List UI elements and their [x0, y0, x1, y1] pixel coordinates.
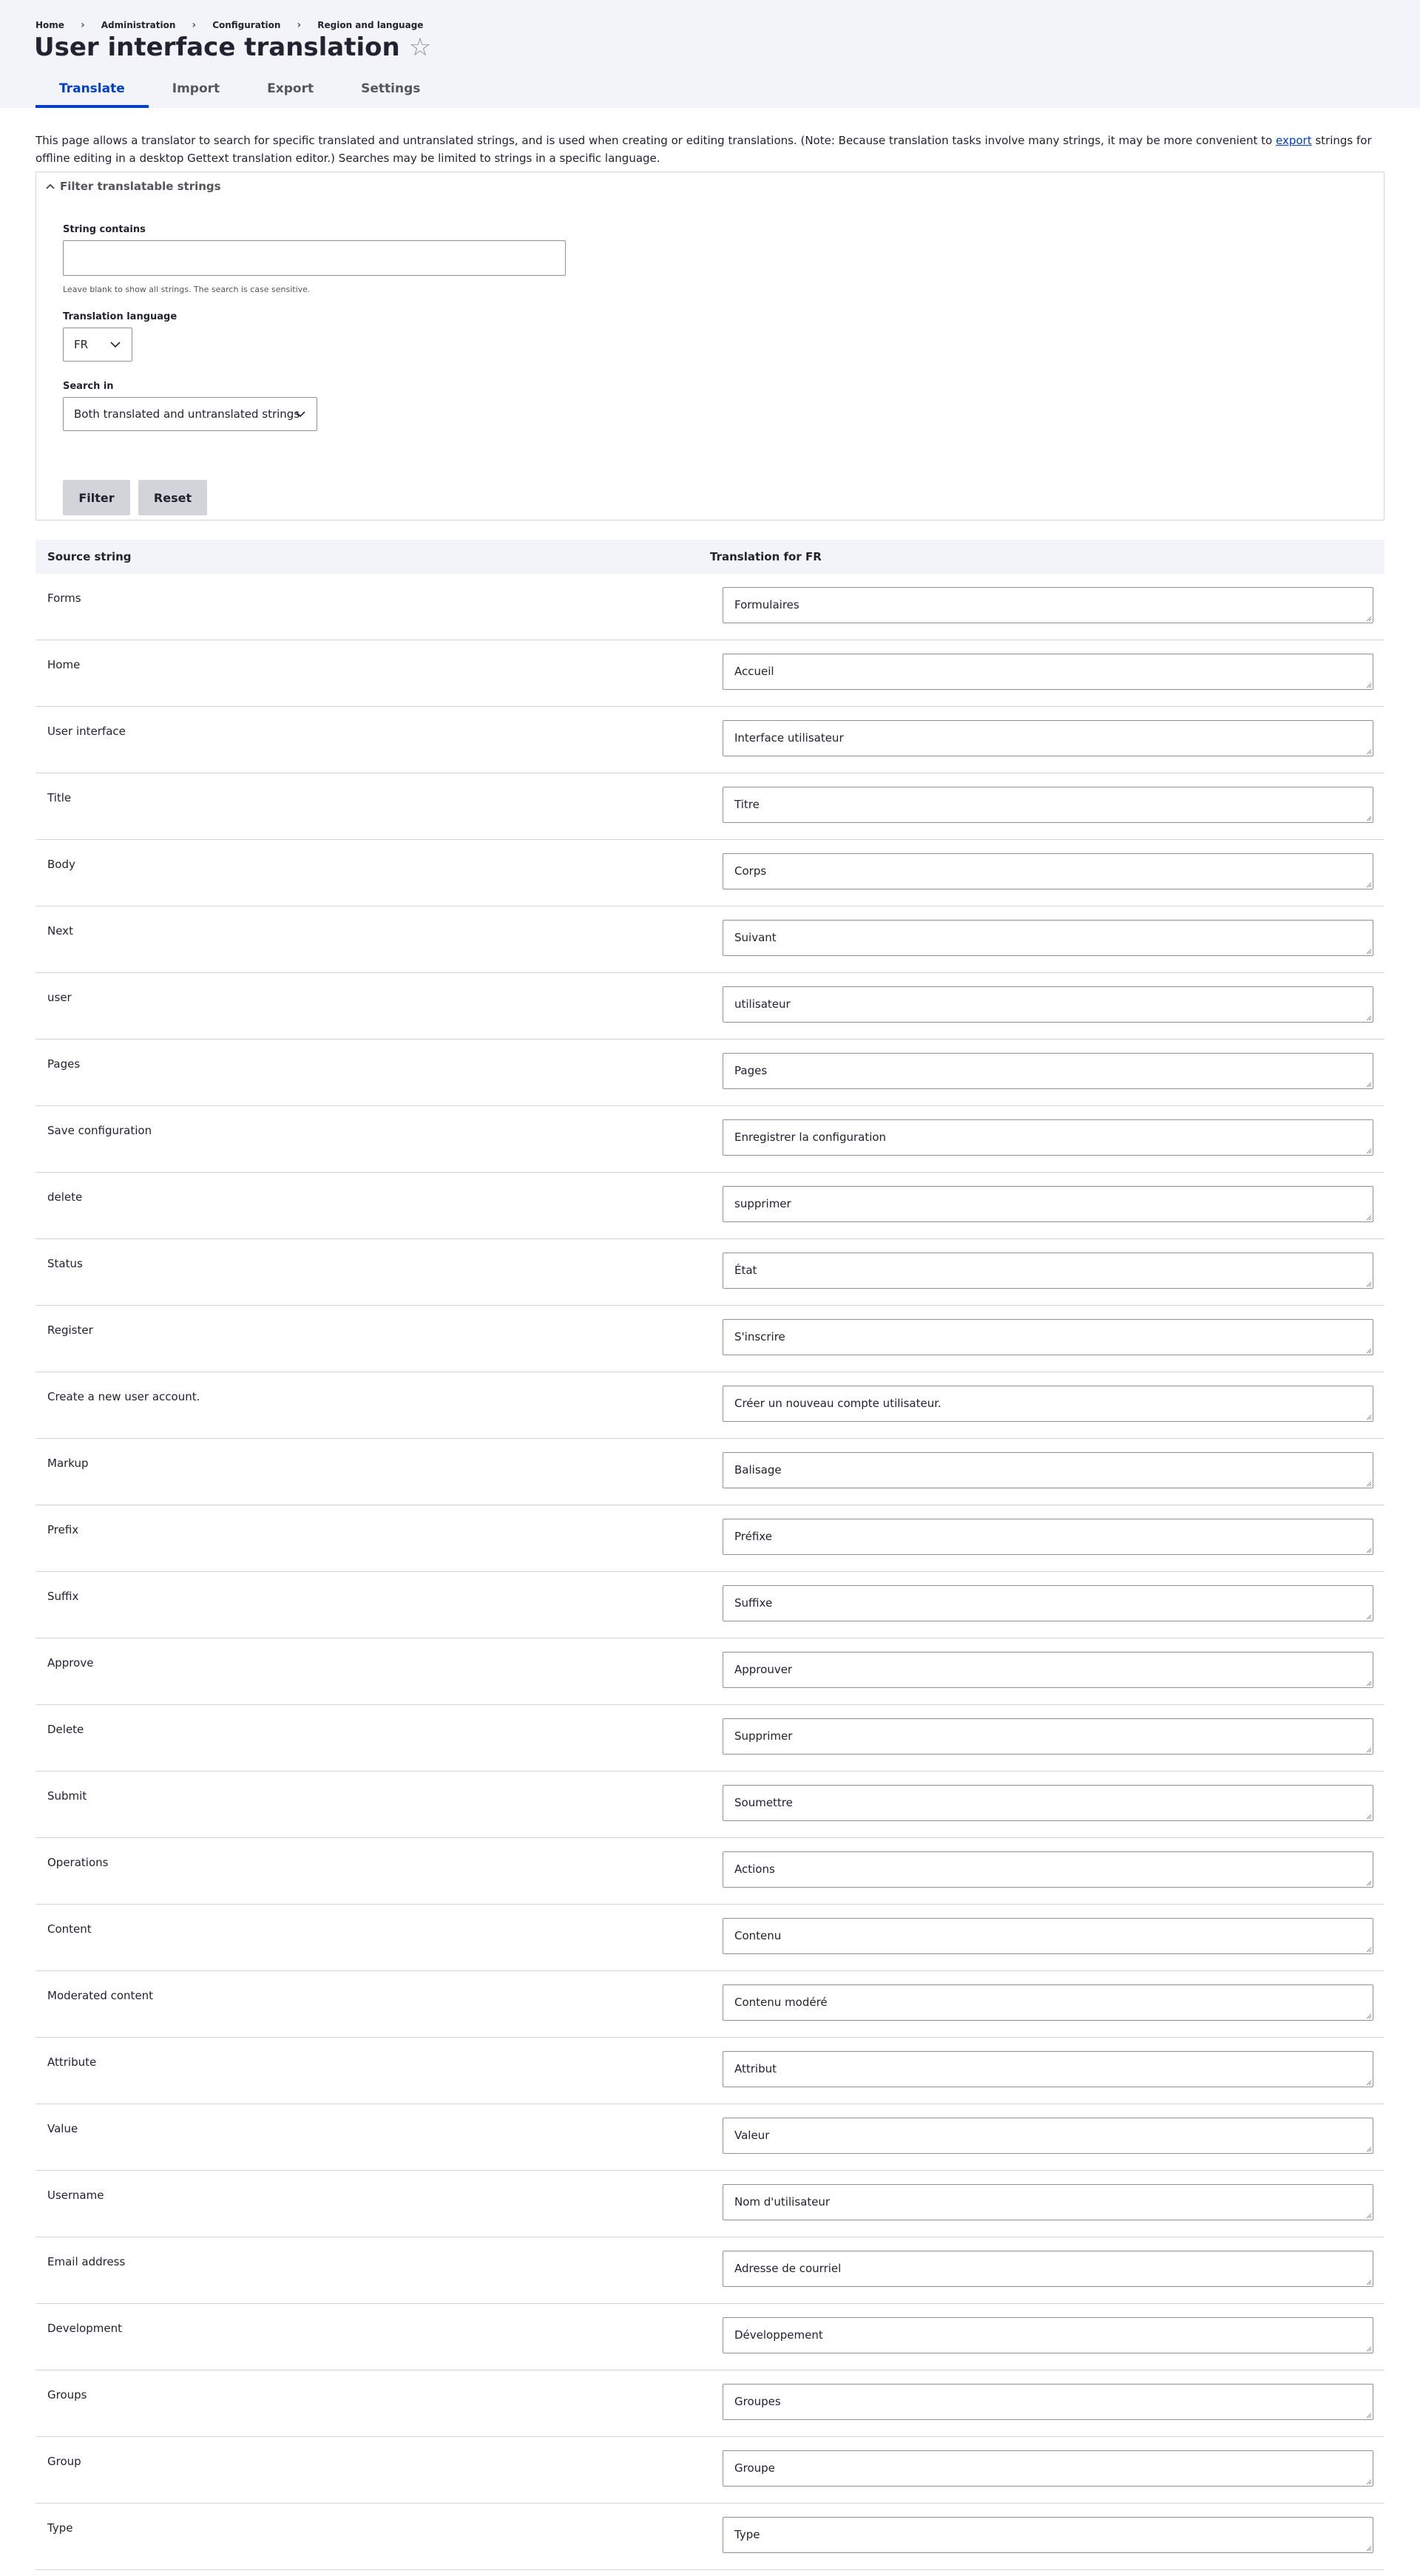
table-row [36, 707, 1384, 773]
translation-value: Groupe [734, 2461, 775, 2475]
source-string: Email address [47, 2255, 126, 2268]
filter-summary-label: Filter translatable strings [60, 180, 221, 193]
translation-value: Balisage [734, 1463, 782, 1477]
translation-value: Attribut [734, 2062, 777, 2075]
translation-value: Type [734, 2528, 760, 2541]
source-string: Suffix [47, 1590, 79, 1603]
translation-table [36, 540, 1384, 2570]
translation-textarea[interactable] [723, 2317, 1373, 2353]
table-row [36, 1705, 1384, 1772]
table-row [36, 1173, 1384, 1239]
table-row [36, 1505, 1384, 1572]
string-contains-input[interactable] [63, 240, 566, 276]
resize-handle-icon[interactable] [1365, 681, 1372, 688]
translation-textarea[interactable] [723, 787, 1373, 823]
resize-handle-icon[interactable] [1365, 1413, 1372, 1420]
translation-textarea[interactable] [723, 2384, 1373, 2420]
source-string: Next [47, 924, 73, 938]
translation-textarea[interactable] [723, 1319, 1373, 1355]
source-string: Attribute [47, 2055, 97, 2069]
translation-value: supprimer [734, 1197, 791, 1210]
breadcrumb-separator: › [80, 19, 85, 31]
table-row [36, 1772, 1384, 1838]
table-row [36, 1372, 1384, 1439]
resize-handle-icon[interactable] [1365, 1746, 1372, 1753]
resize-handle-icon[interactable] [1365, 2544, 1372, 2552]
source-string: Groups [47, 2388, 87, 2402]
translation-value: Soumettre [734, 1796, 793, 1809]
translation-textarea[interactable] [723, 853, 1373, 889]
source-string: delete [47, 1190, 83, 1204]
translation-value: Interface utilisateur [734, 731, 844, 745]
resize-handle-icon[interactable] [1365, 1147, 1372, 1154]
string-contains-label: String contains [63, 224, 146, 235]
translation-language-select[interactable] [63, 328, 132, 362]
tab-export[interactable]: Export [267, 81, 314, 96]
search-in-value: Both translated and untranslated strings [74, 407, 300, 421]
translation-value: Corps [734, 864, 767, 878]
source-string: user [47, 991, 72, 1004]
resize-handle-icon[interactable] [1365, 1346, 1372, 1354]
resize-handle-icon[interactable] [1365, 1014, 1372, 1021]
source-string: Pages [47, 1057, 81, 1071]
intro-text-after: strings for offline editing in a desktop Gettext translation editor.) Searches may be limited to strings in a specific language. [36, 134, 1372, 165]
translation-textarea[interactable] [723, 1718, 1373, 1755]
primary-tabs [36, 81, 444, 108]
resize-handle-icon[interactable] [1365, 1546, 1372, 1553]
breadcrumb-configuration[interactable]: Configuration [212, 20, 281, 30]
table-row [36, 2237, 1384, 2304]
resize-handle-icon[interactable] [1365, 2345, 1372, 2352]
source-string: Username [47, 2189, 104, 2202]
translation-value: Accueil [734, 665, 774, 678]
source-string: Delete [47, 1723, 84, 1736]
resize-handle-icon[interactable] [1365, 947, 1372, 955]
resize-handle-icon[interactable] [1365, 2211, 1372, 2219]
tab-import[interactable]: Import [172, 81, 220, 96]
table-row [36, 906, 1384, 973]
source-string: Value [47, 2122, 78, 2135]
translation-value: utilisateur [734, 997, 791, 1011]
resize-handle-icon[interactable] [1365, 2411, 1372, 2419]
translation-textarea[interactable] [723, 1386, 1373, 1422]
translation-value: Enregistrer la configuration [734, 1131, 887, 1144]
translation-textarea[interactable] [723, 1785, 1373, 1821]
translation-value: Pages [734, 1064, 768, 1077]
column-header-source: Source string [47, 550, 132, 563]
table-row [36, 1306, 1384, 1372]
table-row [36, 1905, 1384, 1971]
tab-translate[interactable]: Translate [36, 81, 149, 108]
translation-textarea[interactable] [723, 1851, 1373, 1888]
page-header [0, 0, 1420, 108]
translation-value: Suivant [734, 931, 777, 944]
translation-textarea[interactable] [723, 1519, 1373, 1555]
chevron-down-icon [109, 339, 121, 350]
breadcrumb-home[interactable]: Home [36, 20, 64, 30]
source-string: Submit [47, 1789, 87, 1803]
translation-textarea[interactable] [723, 2051, 1373, 2087]
resize-handle-icon[interactable] [1365, 881, 1372, 888]
source-string: Body [47, 858, 75, 871]
translation-textarea[interactable] [723, 2517, 1373, 2553]
table-row [36, 2171, 1384, 2237]
table-row [36, 1239, 1384, 1306]
table-row [36, 1971, 1384, 2038]
source-string: Home [47, 658, 81, 671]
resize-handle-icon[interactable] [1365, 2078, 1372, 2086]
table-row [36, 2437, 1384, 2504]
breadcrumb-region-and-language[interactable]: Region and language [317, 20, 424, 30]
source-string: Type [47, 2521, 73, 2535]
resize-handle-icon[interactable] [1365, 1479, 1372, 1487]
filter-button[interactable]: Filter [63, 480, 130, 515]
search-in-select[interactable] [63, 397, 317, 431]
source-string: Status [47, 1257, 83, 1270]
table-row [36, 1838, 1384, 1905]
translation-textarea[interactable] [723, 2118, 1373, 2154]
table-row [36, 973, 1384, 1040]
page-title [34, 33, 431, 62]
source-string: Development [47, 2322, 122, 2335]
reset-button[interactable]: Reset [138, 480, 207, 515]
column-header-translation: Translation for FR [710, 550, 822, 563]
translation-textarea[interactable] [723, 1652, 1373, 1688]
translation-value: Contenu modéré [734, 1996, 828, 2009]
source-string: Moderated content [47, 1989, 154, 2002]
table-row [36, 640, 1384, 707]
page-title-text: User interface translation [34, 33, 400, 62]
table-row [36, 1638, 1384, 1705]
translation-value: S'inscrire [734, 1330, 785, 1343]
translation-textarea[interactable] [723, 1984, 1373, 2021]
translation-language-label: Translation language [63, 311, 178, 322]
translation-value: Développement [734, 2328, 823, 2342]
translation-value: Approuver [734, 1663, 793, 1676]
table-row [36, 773, 1384, 840]
table-row [36, 2038, 1384, 2104]
translation-textarea[interactable] [723, 720, 1373, 756]
translation-textarea[interactable] [723, 654, 1373, 690]
table-header [36, 540, 1384, 574]
translation-textarea[interactable] [723, 2450, 1373, 2487]
source-string: Register [47, 1323, 93, 1337]
intro-text [36, 132, 1382, 167]
table-row [36, 2304, 1384, 2370]
source-string: Markup [47, 1457, 89, 1470]
filter-fieldset [36, 172, 1384, 521]
table-body [36, 574, 1384, 2570]
translation-value: Groupes [734, 2395, 781, 2408]
translation-textarea[interactable] [723, 1253, 1373, 1289]
resize-handle-icon[interactable] [1365, 1945, 1372, 1953]
resize-handle-icon[interactable] [1365, 814, 1372, 821]
string-contains-description: Leave blank to show all strings. The search is case sensitive. [63, 285, 311, 294]
resize-handle-icon[interactable] [1365, 2145, 1372, 2152]
table-row [36, 2504, 1384, 2570]
translation-value: Supprimer [734, 1729, 793, 1743]
table-row [36, 1572, 1384, 1638]
search-in-label: Search in [63, 381, 114, 392]
resize-handle-icon[interactable] [1365, 1679, 1372, 1687]
breadcrumb-separator: › [192, 19, 197, 31]
export-link[interactable]: export [1275, 134, 1312, 147]
translation-textarea[interactable] [723, 1186, 1373, 1222]
translation-textarea[interactable] [723, 1585, 1373, 1621]
resize-handle-icon[interactable] [1365, 2478, 1372, 2485]
translation-textarea[interactable] [723, 986, 1373, 1023]
chevron-down-icon [294, 408, 306, 420]
translation-value: Contenu [734, 1929, 782, 1942]
resize-handle-icon[interactable] [1365, 1613, 1372, 1620]
chevron-up-icon [45, 181, 55, 191]
translation-value: Préfixe [734, 1530, 772, 1543]
breadcrumb [36, 19, 423, 31]
resize-handle-icon[interactable] [1365, 1213, 1372, 1221]
source-string: Content [47, 1922, 92, 1936]
table-row [36, 1106, 1384, 1173]
source-string: Operations [47, 1856, 109, 1869]
translation-value: Actions [734, 1862, 775, 1876]
source-string: Forms [47, 592, 81, 605]
filter-summary-toggle[interactable] [45, 180, 221, 193]
table-row [36, 1439, 1384, 1505]
source-string: User interface [47, 725, 126, 738]
resize-handle-icon[interactable] [1365, 614, 1372, 622]
intro-text-before: This page allows a translator to search for specific translated and untranslated strings, and is used when creating or editing translations. (Note: Because translation tasks involve many strings, it may be more convenient to [36, 134, 1276, 147]
breadcrumb-separator: › [297, 19, 302, 31]
resize-handle-icon[interactable] [1365, 1879, 1372, 1886]
translation-textarea[interactable] [723, 1918, 1373, 1954]
table-row [36, 2104, 1384, 2171]
translation-value: Suffixe [734, 1596, 773, 1610]
resize-handle-icon[interactable] [1365, 2278, 1372, 2285]
translation-value: Titre [734, 798, 760, 811]
translation-value: Formulaires [734, 598, 799, 611]
translation-value: Adresse de courriel [734, 2262, 842, 2275]
table-row [36, 840, 1384, 906]
table-row [36, 2370, 1384, 2437]
translation-value: Nom d'utilisateur [734, 2195, 831, 2209]
translation-language-value: FR [74, 338, 89, 351]
source-string: Approve [47, 1656, 94, 1670]
resize-handle-icon[interactable] [1365, 2012, 1372, 2019]
translation-value: Valeur [734, 2129, 770, 2142]
source-string: Title [47, 791, 72, 804]
source-string: Prefix [47, 1523, 79, 1536]
resize-handle-icon[interactable] [1365, 1080, 1372, 1088]
translation-textarea[interactable] [723, 920, 1373, 956]
translation-textarea[interactable] [723, 1119, 1373, 1156]
translation-textarea[interactable] [723, 2251, 1373, 2287]
translation-textarea[interactable] [723, 587, 1373, 623]
translation-value: État [734, 1264, 757, 1277]
translation-textarea[interactable] [723, 2184, 1373, 2220]
source-string: Group [47, 2455, 81, 2468]
table-row [36, 574, 1384, 640]
resize-handle-icon[interactable] [1365, 1280, 1372, 1287]
resize-handle-icon[interactable] [1365, 1812, 1372, 1820]
translation-textarea[interactable] [723, 1452, 1373, 1488]
source-string: Save configuration [47, 1124, 152, 1137]
tab-settings[interactable]: Settings [361, 81, 421, 96]
source-string: Create a new user account. [47, 1390, 200, 1403]
table-row [36, 1040, 1384, 1106]
breadcrumb-administration[interactable]: Administration [101, 20, 176, 30]
star-icon[interactable]: ☆ [408, 33, 432, 62]
main-content [0, 132, 1420, 2570]
translation-value: Créer un nouveau compte utilisateur. [734, 1397, 941, 1410]
translation-textarea[interactable] [723, 1053, 1373, 1089]
resize-handle-icon[interactable] [1365, 748, 1372, 755]
